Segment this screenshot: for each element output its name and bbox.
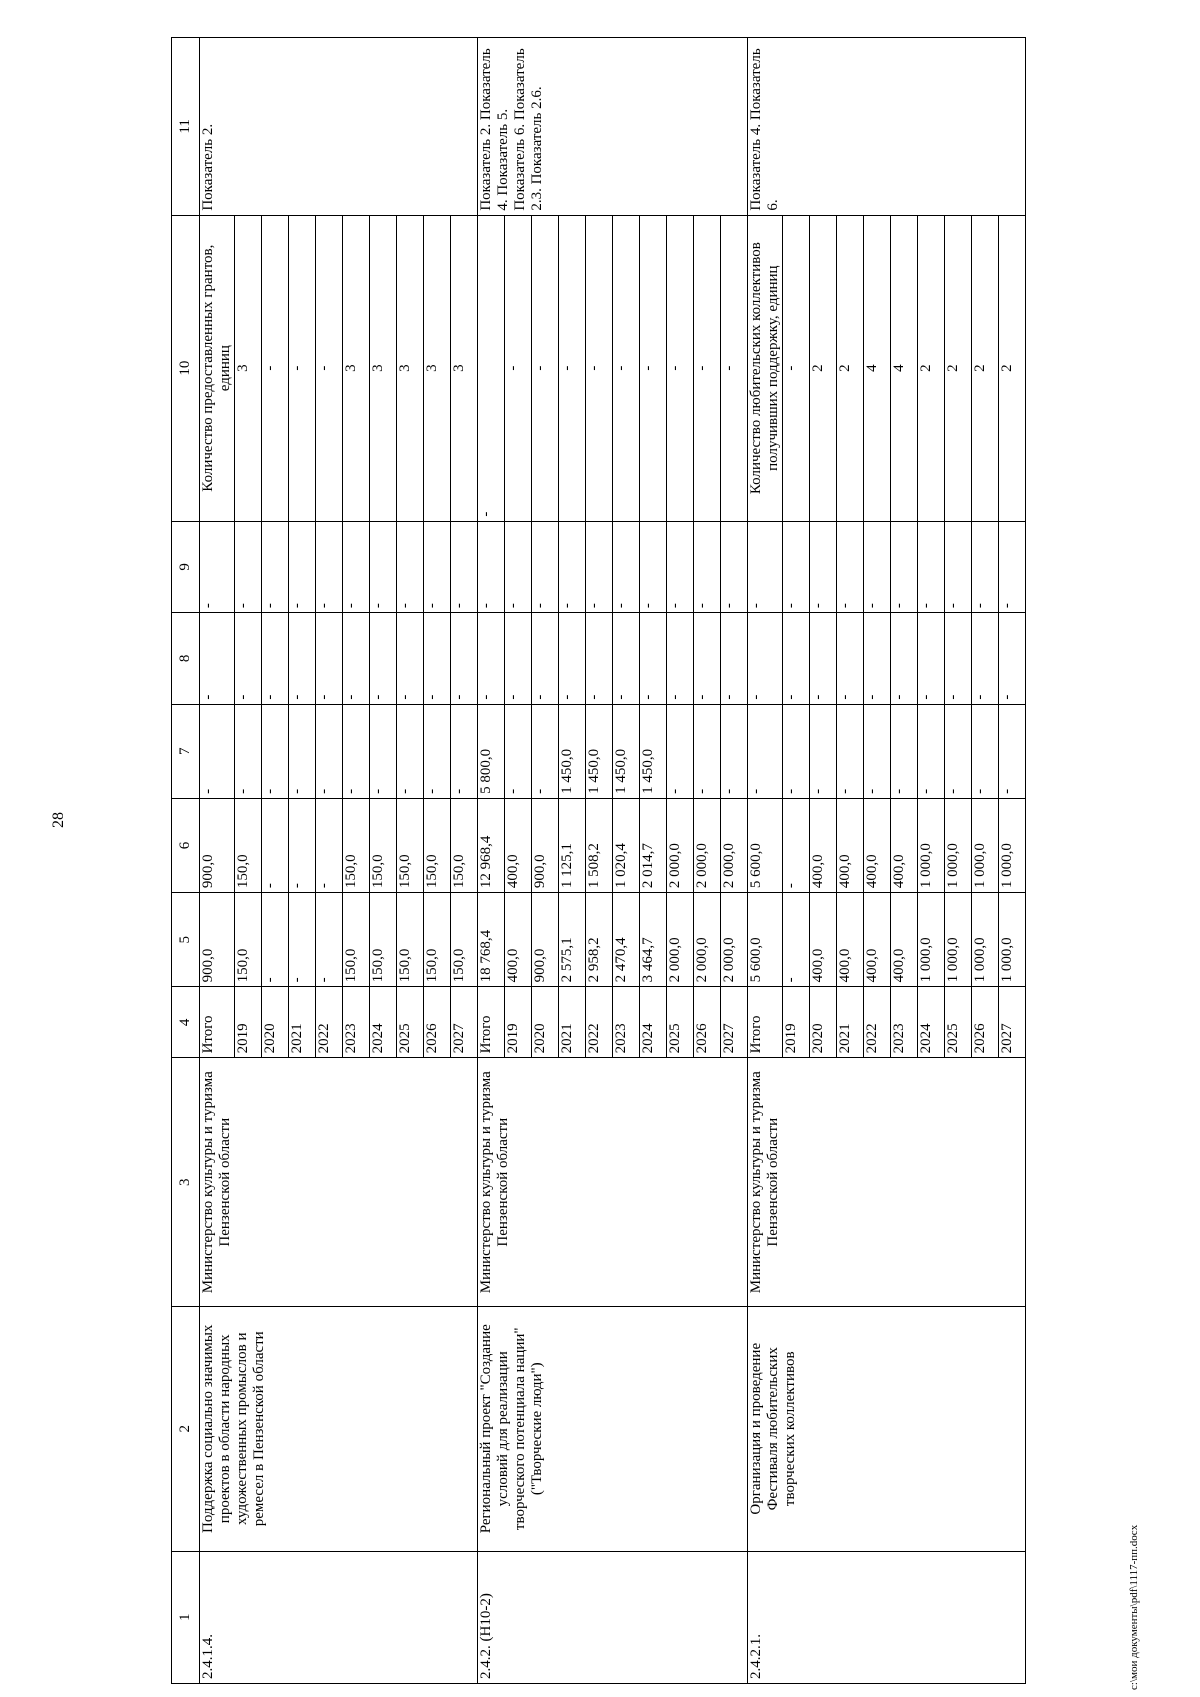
value-cell: - (397, 613, 424, 705)
event-code: 2.4.2. (Н10-2) (478, 1551, 748, 1683)
indicator-value: - (694, 215, 721, 521)
value-cell: - (505, 704, 532, 798)
value-cell: 2 000,0 (694, 798, 721, 892)
target-indicator: Показатель 2. (200, 38, 478, 216)
value-cell: - (316, 798, 343, 892)
value-cell: - (262, 704, 289, 798)
indicator-value: - (478, 215, 505, 521)
value-cell: 400,0 (891, 893, 918, 987)
value-cell: - (864, 521, 891, 613)
year-cell: 2025 (945, 987, 972, 1058)
value-cell: - (613, 613, 640, 705)
year-cell: 2023 (613, 987, 640, 1058)
value-cell: - (343, 521, 370, 613)
value-cell: 1 508,2 (586, 798, 613, 892)
value-cell: - (343, 613, 370, 705)
value-cell: - (891, 613, 918, 705)
col-header: 3 (172, 1058, 200, 1307)
value-cell: - (235, 613, 262, 705)
value-cell: 150,0 (235, 798, 262, 892)
rotated-table-area (171, 37, 1139, 1684)
value-cell: - (235, 704, 262, 798)
value-cell: - (451, 613, 478, 705)
value-cell: - (810, 613, 837, 705)
year-cell: 2022 (316, 987, 343, 1058)
value-cell: - (783, 893, 810, 987)
indicator-value: - (532, 215, 559, 521)
year-cell: 2025 (667, 987, 694, 1058)
year-cell: 2027 (999, 987, 1026, 1058)
executor-cell: Министерство культуры и туризма Пензенской области (478, 1058, 748, 1307)
indicator-value: - (586, 215, 613, 521)
value-cell: 150,0 (451, 893, 478, 987)
year-cell: 2026 (972, 987, 999, 1058)
value-cell: - (891, 521, 918, 613)
value-cell: 2 575,1 (559, 893, 586, 987)
indicator-name: Количество любительских коллективов получивших поддержку, единиц (748, 215, 783, 521)
value-cell: 150,0 (370, 893, 397, 987)
value-cell: - (972, 704, 999, 798)
year-cell: Итого (748, 987, 783, 1058)
value-cell: - (532, 704, 559, 798)
value-cell: - (613, 521, 640, 613)
value-cell: - (748, 521, 783, 613)
value-cell: - (783, 798, 810, 892)
value-cell: - (837, 613, 864, 705)
value-cell: - (810, 521, 837, 613)
value-cell: - (810, 704, 837, 798)
value-cell: - (262, 613, 289, 705)
year-cell: 2020 (262, 987, 289, 1058)
value-cell: 150,0 (397, 893, 424, 987)
value-cell: - (289, 893, 316, 987)
value-cell: 1 450,0 (559, 704, 586, 798)
event-code: 2.4.1.4. (200, 1551, 478, 1683)
value-cell: - (397, 704, 424, 798)
value-cell: - (262, 798, 289, 892)
value-cell: 900,0 (200, 893, 235, 987)
value-cell: - (316, 893, 343, 987)
value-cell: 1 000,0 (999, 798, 1026, 892)
col-header: 8 (172, 613, 200, 705)
value-cell: 400,0 (505, 893, 532, 987)
year-cell: 2024 (370, 987, 397, 1058)
indicator-value: - (559, 215, 586, 521)
value-cell: - (891, 704, 918, 798)
value-cell: - (721, 521, 748, 613)
value-cell: 5 800,0 (478, 704, 505, 798)
value-cell: - (694, 521, 721, 613)
col-header: 10 (172, 215, 200, 521)
value-cell: - (424, 521, 451, 613)
indicator-value: - (289, 215, 316, 521)
value-cell: 400,0 (505, 798, 532, 892)
value-cell: - (505, 613, 532, 705)
year-cell: 2024 (918, 987, 945, 1058)
value-cell: - (783, 704, 810, 798)
indicator-value: 4 (864, 215, 891, 521)
value-cell: - (505, 521, 532, 613)
value-cell: - (370, 521, 397, 613)
indicator-value: 4 (891, 215, 918, 521)
value-cell: 150,0 (451, 798, 478, 892)
footer-path: c:\мои документы\pdf\1117-пп.docx (1128, 1524, 1140, 1690)
value-cell: - (918, 521, 945, 613)
indicator-value: 2 (837, 215, 864, 521)
value-cell: 400,0 (864, 798, 891, 892)
value-cell: - (532, 613, 559, 705)
col-header: 2 (172, 1307, 200, 1552)
table-row (200, 38, 235, 1684)
value-cell: 150,0 (235, 893, 262, 987)
value-cell: - (262, 893, 289, 987)
value-cell: - (200, 521, 235, 613)
value-cell: - (586, 613, 613, 705)
value-cell: - (478, 521, 505, 613)
value-cell: 150,0 (343, 798, 370, 892)
value-cell: 1 000,0 (918, 798, 945, 892)
indicator-value: 3 (424, 215, 451, 521)
value-cell: 400,0 (810, 893, 837, 987)
value-cell: 1 000,0 (918, 893, 945, 987)
col-header: 9 (172, 521, 200, 613)
event-name: Организация и проведение Фестиваля любительских творческих коллективов (748, 1307, 1026, 1552)
value-cell: 2 000,0 (721, 798, 748, 892)
value-cell: - (424, 704, 451, 798)
value-cell: - (289, 613, 316, 705)
value-cell: 2 000,0 (667, 893, 694, 987)
col-header: 4 (172, 987, 200, 1058)
value-cell: 1 000,0 (972, 798, 999, 892)
program-table (171, 37, 1026, 1684)
year-cell: 2020 (532, 987, 559, 1058)
indicator-value: - (505, 215, 532, 521)
value-cell: - (864, 613, 891, 705)
col-header: 7 (172, 704, 200, 798)
value-cell: 2 470,4 (613, 893, 640, 987)
value-cell: - (289, 521, 316, 613)
value-cell: - (945, 704, 972, 798)
value-cell: 150,0 (424, 798, 451, 892)
value-cell: 1 000,0 (972, 893, 999, 987)
value-cell: 900,0 (200, 798, 235, 892)
indicator-value: 2 (810, 215, 837, 521)
year-cell: 2022 (586, 987, 613, 1058)
col-header: 1 (172, 1551, 200, 1683)
table-row (478, 38, 505, 1684)
executor-cell: Министерство культуры и туризма Пензенской области (200, 1058, 478, 1307)
value-cell: - (945, 521, 972, 613)
value-cell: - (451, 704, 478, 798)
value-cell: - (559, 613, 586, 705)
value-cell: 1 450,0 (640, 704, 667, 798)
value-cell: 2 000,0 (667, 798, 694, 892)
year-cell: 2027 (451, 987, 478, 1058)
year-cell: 2021 (559, 987, 586, 1058)
value-cell: - (999, 704, 1026, 798)
value-cell: 1 450,0 (586, 704, 613, 798)
event-name: Поддержка социально значимых проектов в области народных художественных промыслов и ремесел в Пензенской области (200, 1307, 478, 1552)
year-cell: 2021 (289, 987, 316, 1058)
value-cell: - (694, 704, 721, 798)
value-cell: 1 000,0 (945, 893, 972, 987)
value-cell: - (424, 613, 451, 705)
value-cell: 2 000,0 (721, 893, 748, 987)
indicator-value: - (783, 215, 810, 521)
value-cell: - (667, 704, 694, 798)
year-cell: 2019 (783, 987, 810, 1058)
year-cell: Итого (478, 987, 505, 1058)
value-cell: 400,0 (810, 798, 837, 892)
value-cell: 1 125,1 (559, 798, 586, 892)
year-cell: 2019 (235, 987, 262, 1058)
value-cell: - (532, 521, 559, 613)
indicator-value: 2 (945, 215, 972, 521)
indicator-value: 3 (343, 215, 370, 521)
value-cell: - (235, 521, 262, 613)
col-header: 5 (172, 893, 200, 987)
indicator-value: 3 (370, 215, 397, 521)
value-cell: - (918, 704, 945, 798)
value-cell: 400,0 (864, 893, 891, 987)
value-cell: - (864, 704, 891, 798)
value-cell: 1 000,0 (999, 893, 1026, 987)
value-cell: 900,0 (532, 798, 559, 892)
value-cell: - (200, 704, 235, 798)
col-header: 11 (172, 38, 200, 216)
value-cell: - (370, 613, 397, 705)
value-cell: - (559, 521, 586, 613)
year-cell: 2019 (505, 987, 532, 1058)
table-body (200, 38, 1026, 1684)
value-cell: 400,0 (837, 893, 864, 987)
event-name: Региональный проект "Создание условий для реализации творческого потенциала нации" ("Творческие люди") (478, 1307, 748, 1552)
year-cell: 2021 (837, 987, 864, 1058)
value-cell: 150,0 (370, 798, 397, 892)
value-cell: - (694, 613, 721, 705)
value-cell: - (200, 613, 235, 705)
indicator-value: 3 (397, 215, 424, 521)
value-cell: - (837, 521, 864, 613)
year-cell: 2027 (721, 987, 748, 1058)
value-cell: 3 464,7 (640, 893, 667, 987)
column-number-row (172, 38, 200, 1684)
indicator-value: - (640, 215, 667, 521)
indicator-value: 3 (235, 215, 262, 521)
value-cell: - (999, 613, 1026, 705)
value-cell: - (289, 798, 316, 892)
page-number: 28 (50, 812, 67, 828)
year-cell: 2023 (343, 987, 370, 1058)
value-cell: - (640, 521, 667, 613)
value-cell: - (370, 704, 397, 798)
value-cell: - (478, 613, 505, 705)
event-code: 2.4.2.1. (748, 1551, 1026, 1683)
value-cell: - (667, 521, 694, 613)
year-cell: 2025 (397, 987, 424, 1058)
indicator-value: - (721, 215, 748, 521)
value-cell: - (451, 521, 478, 613)
indicator-value: - (316, 215, 343, 521)
value-cell: 2 000,0 (694, 893, 721, 987)
value-cell: 900,0 (532, 893, 559, 987)
indicator-value: 2 (999, 215, 1026, 521)
value-cell: - (316, 521, 343, 613)
value-cell: 1 450,0 (613, 704, 640, 798)
value-cell: - (945, 613, 972, 705)
indicator-value: 2 (972, 215, 999, 521)
value-cell: 1 000,0 (945, 798, 972, 892)
value-cell: - (999, 521, 1026, 613)
value-cell: 400,0 (837, 798, 864, 892)
value-cell: - (837, 704, 864, 798)
value-cell: 5 600,0 (748, 893, 783, 987)
value-cell: - (343, 704, 370, 798)
target-indicator: Показатель 4. Показатель 6. (748, 38, 1026, 216)
year-cell: 2026 (424, 987, 451, 1058)
indicator-value: 2 (918, 215, 945, 521)
value-cell: - (586, 521, 613, 613)
table-row (748, 38, 783, 1684)
value-cell: - (667, 613, 694, 705)
indicator-name: Количество предоставленных грантов, единиц (200, 215, 235, 521)
year-cell: 2022 (864, 987, 891, 1058)
year-cell: 2024 (640, 987, 667, 1058)
value-cell: 5 600,0 (748, 798, 783, 892)
value-cell: - (316, 613, 343, 705)
value-cell: - (289, 704, 316, 798)
value-cell: - (721, 613, 748, 705)
value-cell: - (783, 521, 810, 613)
target-indicator: Показатель 2. Показатель 4. Показатель 5. Показатель 6. Показатель 2.3. Показатель 2.6. (478, 38, 748, 216)
value-cell: - (972, 521, 999, 613)
value-cell: 2 958,2 (586, 893, 613, 987)
indicator-value: - (613, 215, 640, 521)
year-cell: 2020 (810, 987, 837, 1058)
value-cell: 150,0 (424, 893, 451, 987)
indicator-value: 3 (451, 215, 478, 521)
year-cell: Итого (200, 987, 235, 1058)
value-cell: 12 968,4 (478, 798, 505, 892)
value-cell: - (748, 613, 783, 705)
value-cell: - (918, 613, 945, 705)
value-cell: 400,0 (891, 798, 918, 892)
year-cell: 2026 (694, 987, 721, 1058)
year-cell: 2023 (891, 987, 918, 1058)
value-cell: - (316, 704, 343, 798)
value-cell: - (748, 704, 783, 798)
value-cell: 150,0 (397, 798, 424, 892)
value-cell: - (262, 521, 289, 613)
executor-cell: Министерство культуры и туризма Пензенской области (748, 1058, 1026, 1307)
value-cell: - (972, 613, 999, 705)
value-cell: 150,0 (343, 893, 370, 987)
value-cell: 18 768,4 (478, 893, 505, 987)
col-header: 6 (172, 798, 200, 892)
value-cell: 1 020,4 (613, 798, 640, 892)
indicator-value: - (667, 215, 694, 521)
value-cell: - (783, 613, 810, 705)
value-cell: 2 014,7 (640, 798, 667, 892)
value-cell: - (721, 704, 748, 798)
value-cell: - (397, 521, 424, 613)
indicator-value: - (262, 215, 289, 521)
value-cell: - (640, 613, 667, 705)
